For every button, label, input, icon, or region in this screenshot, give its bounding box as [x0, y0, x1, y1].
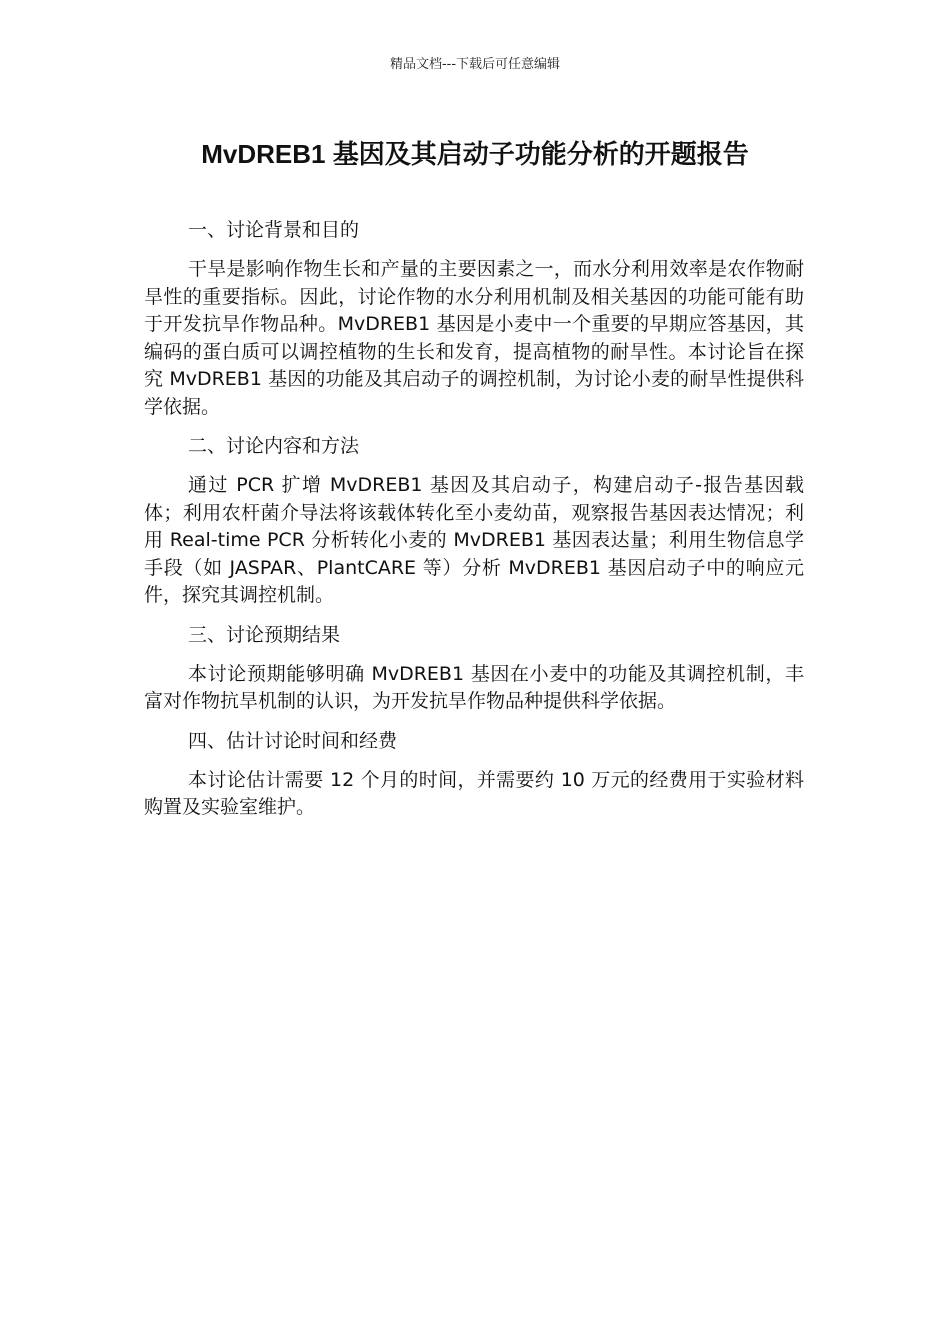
page-header: 精品文档---下载后可任意编辑	[389, 57, 561, 72]
section-content-methods	[144, 432, 804, 610]
section-heading: 三、讨论预期结果	[188, 623, 341, 646]
section-time-budget	[144, 727, 804, 822]
document-title: MvDREB1 基因及其启动子功能分析的开题报告	[201, 139, 749, 169]
document-body	[144, 216, 804, 833]
section-paragraph: 通过 PCR 扩增 MvDREB1 基因及其启动子，构建启动子-报告基因载体；利用农杆菌介导法将该载体转化至小麦幼苗，观察报告基因表达情况；利用 Real-time PCR 分析转化小麦的 MvDREB1 基因表达量；利用生物信息学手段（如 JASPAR、PlantCARE 等）分析 MvDREB1 基因启动子中的响应元件，探究其调控机制。	[144, 474, 804, 606]
section-heading: 四、估计讨论时间和经费	[188, 729, 398, 752]
section-expected-results	[144, 621, 804, 716]
section-paragraph: 干旱是影响作物生长和产量的主要因素之一，而水分利用效率是农作物耐旱性的重要指标。因此，讨论作物的水分利用机制及相关基因的功能可能有助于开发抗旱作物品种。MvDREB1 基因是小麦中一个重要的早期应答基因，其编码的蛋白质可以调控植物的生长和发育，提高植物的耐旱性。本讨论旨在探究 MvDREB1 基因的功能及其启动子的调控机制，为讨论小麦的耐旱性提供科学依据。	[144, 258, 804, 418]
section-paragraph: 本讨论预期能够明确 MvDREB1 基因在小麦中的功能及其调控机制，丰富对作物抗旱机制的认识，为开发抗旱作物品种提供科学依据。	[144, 662, 804, 712]
section-heading: 一、讨论背景和目的	[188, 219, 360, 241]
section-heading: 二、讨论内容和方法	[188, 435, 360, 457]
section-background	[144, 216, 804, 421]
section-paragraph: 本讨论估计需要 12 个月的时间，并需要约 10 万元的经费用于实验材料购置及实验室维护。	[144, 768, 804, 818]
